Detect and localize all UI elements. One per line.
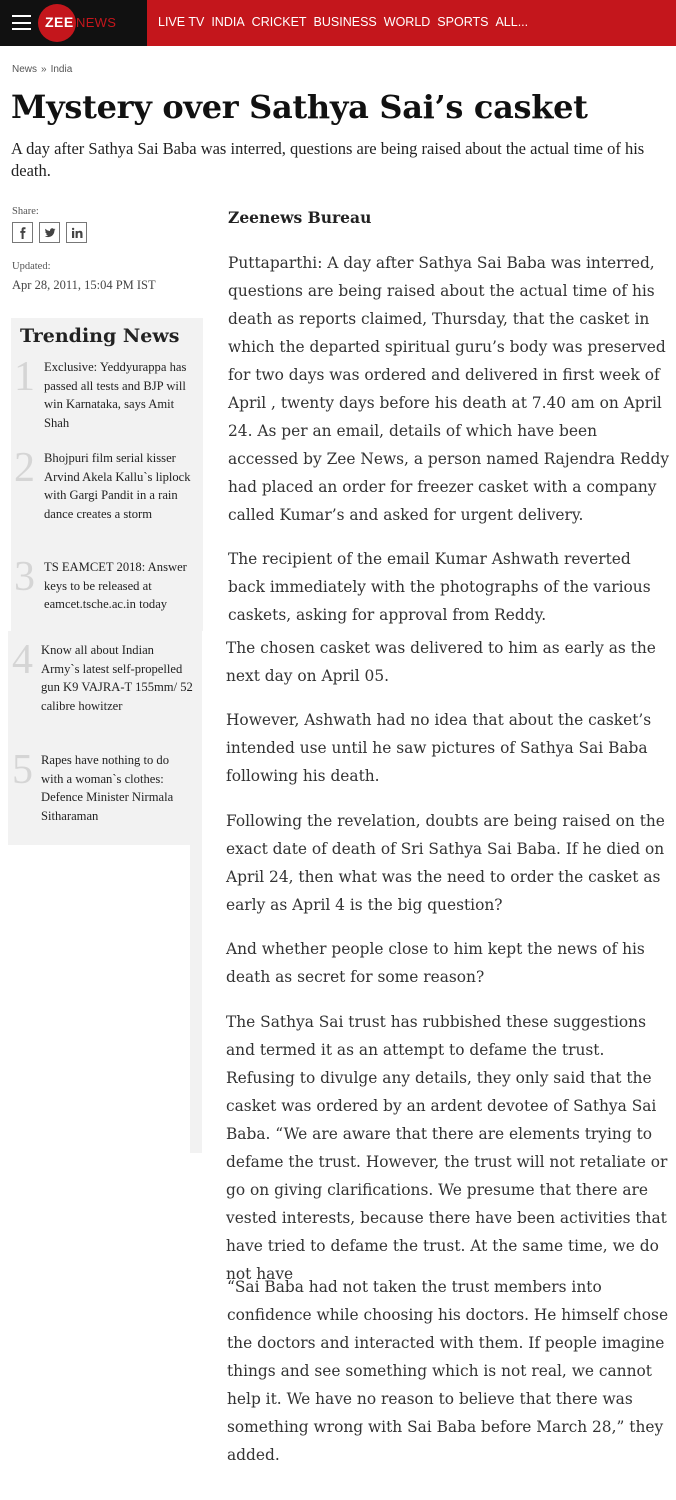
- main-nav: [158, 15, 535, 29]
- brand-area: [0, 0, 147, 46]
- article-paragraph: The recipient of the email Kumar Ashwath reverted back immediately with the photographs of the various caskets, asking for approval from Reddy.: [228, 550, 651, 624]
- article-paragraph: And whether people close to him kept the news of his death as secret for some reason?: [226, 940, 645, 986]
- share-label: Share:: [12, 206, 39, 217]
- trending-number: 3: [14, 554, 35, 600]
- logo-news-text[interactable]: NEWS: [76, 15, 117, 30]
- trending-headline[interactable]: TS EAMCET 2018: Answer keys to be released at eamcet.tsche.ac.in today: [44, 560, 187, 611]
- article-paragraph: The chosen casket was delivered to him as early as the next day on April 05.: [226, 639, 656, 685]
- article-paragraph: Puttaparthi: A day after Sathya Sai Baba was interred, questions are being raised about the actual time of his death as reports claimed, Thursday, that the casket in which the departed spiritual guru’s body was preserved for two days was ordered and delivered in first week of April , twenty days before his death at 7.40 am on April 24. As per an email, details of which have been accessed by Zee News, a person named Rajendra Reddy had placed an order for freezer casket with a company called Kumar’s and asked for urgent delivery.: [228, 254, 670, 524]
- breadcrumb: [12, 64, 72, 75]
- trending-number: 1: [14, 354, 35, 400]
- trending-title: Trending News: [20, 325, 180, 347]
- trending-headline[interactable]: Bhojpuri film serial kisser Arvind Akela Kallu`s liplock with Gargi Pandit in a rain dance creates a storm: [44, 451, 191, 521]
- nav-item-world[interactable]: WORLD: [383, 15, 431, 29]
- linkedin-share-button[interactable]: [66, 222, 87, 243]
- trending-headline[interactable]: Know all about Indian Army`s latest self-propelled gun K9 VAJRA-T 155mm/ 52 calibre howitzer: [41, 643, 193, 713]
- article-paragraph: Following the revelation, doubts are being raised on the exact date of death of Sri Sathya Sai Baba. If he died on April 24, then what was the need to order the casket as early as April 4 is the big question?: [226, 812, 665, 914]
- trending-number: 4: [12, 637, 33, 683]
- share-buttons: [12, 222, 87, 243]
- article-paragraph: However, Ashwath had no idea that about the casket’s intended use until he saw pictures of Sathya Sai Baba following his death.: [226, 711, 652, 785]
- menu-icon[interactable]: [12, 15, 31, 30]
- trending-headline[interactable]: Rapes have nothing to do with a woman`s clothes: Defence Minister Nirmala Sitharaman: [41, 753, 174, 823]
- breadcrumb-india[interactable]: India: [50, 64, 73, 75]
- trending-number: 2: [14, 445, 35, 491]
- article-subtitle: A day after Sathya Sai Baba was interred, questions are being raised about the actual time of his death.: [11, 139, 645, 180]
- breadcrumb-news[interactable]: News: [12, 64, 38, 75]
- byline: Zeenews Bureau: [228, 208, 372, 227]
- nav-item-business[interactable]: BUSINESS: [313, 15, 377, 29]
- nav-item-india[interactable]: INDIA: [211, 15, 245, 29]
- trending-number: 5: [12, 747, 33, 793]
- logo-zee-text[interactable]: ZEE: [45, 14, 74, 30]
- facebook-share-button[interactable]: [12, 222, 33, 243]
- page-title: Mystery over Sathya Sai’s casket: [11, 88, 588, 126]
- twitter-icon: [44, 227, 56, 239]
- article-paragraph: The Sathya Sai trust has rubbished these suggestions and termed it as an attempt to defame the trust. Refusing to divulge any details, they only said that the casket was ordered by an ardent devotee of Sathya Sai Baba. “We are aware that there are elements trying to defame the trust. However, the trust will not retaliate or go on giving clarifications. We presume that there are vested interests, because there have been activities that have tried to defame the trust. At the same time, we do not have: [226, 1013, 668, 1283]
- trending-headline[interactable]: Exclusive: Yeddyurappa has passed all tests and BJP will win Karnataka, says Amit Shah: [44, 360, 187, 430]
- nav-item-cricket[interactable]: CRICKET: [251, 15, 307, 29]
- nav-item-all[interactable]: ALL...: [495, 15, 529, 29]
- updated-timestamp: Apr 28, 2011, 15:04 PM IST: [12, 278, 156, 292]
- nav-item-live-tv[interactable]: LIVE TV: [158, 15, 205, 29]
- facebook-icon: [17, 227, 29, 239]
- linkedin-icon: [71, 227, 83, 239]
- twitter-share-button[interactable]: [39, 222, 60, 243]
- article-paragraph: “Sai Baba had not taken the trust members into confidence while choosing his doctors. He himself chose the doctors and interacted with them. If people imagine things and see something which is not real, we cannot help it. We have no reason to believe that there was something wrong with Sai Baba before March 28,” they added.: [227, 1278, 669, 1464]
- breadcrumb-separator: »: [41, 64, 47, 75]
- nav-item-sports[interactable]: SPORTS: [437, 15, 489, 29]
- updated-label: Updated:: [12, 261, 51, 272]
